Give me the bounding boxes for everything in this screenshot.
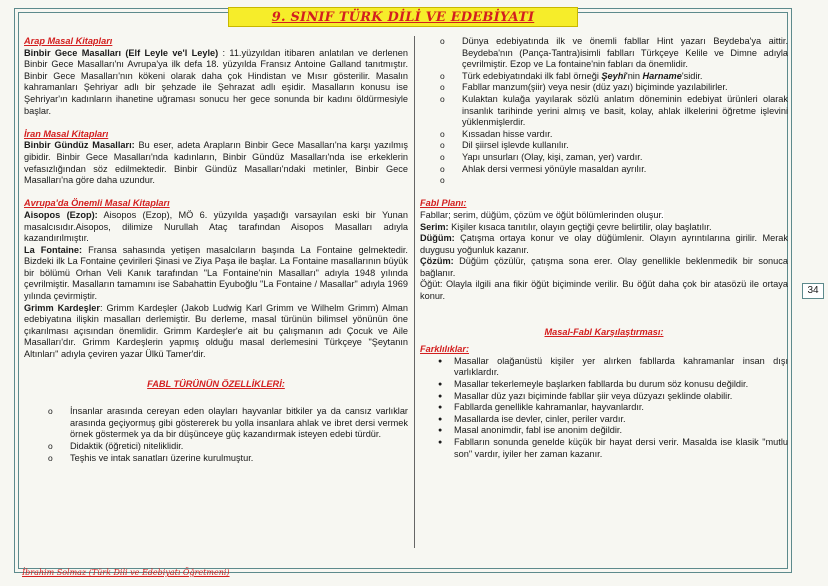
- list-item: o Didaktik (öğretici) niteliklidir.: [44, 441, 408, 453]
- page-title-bar: [228, 7, 578, 27]
- grimm-term: Grimm Kardeşler: [24, 302, 100, 313]
- arap-heading: Arap Masal Kitapları: [24, 36, 113, 46]
- fabl-features-list: [24, 406, 408, 464]
- turk-item-poet: Şeyhî: [601, 70, 626, 81]
- fontaine-text: Fransa sahasında yetişen masalcıların başında La Fontaine gelmektedir. Bizdeki ilk La Fontaine çevirileri Şinasi ve Ziya Paşa ile başlar. La Fontaine masallarının büyük bir bölümü Orhan Veli Kanık tarafından "La Fontaine'nin Masalları" adıyla 1948 yılında çevrilmiştir. Masalların tamamını ise Sabahattin Eyuboğlu "La Fontaine / Masallar" adıyla 1969 yılında çevirmiştir.: [24, 244, 408, 302]
- list-item: o Fabllar manzum(şiir) veya nesir (düz yazı) biçiminde yazılabilirler.: [436, 82, 788, 94]
- list-item: o Kıssadan hisse vardır.: [436, 129, 788, 141]
- iran-text: Bu eser, adeta Arapların Binbir Gece Masalları'na karşı yazılmış gibidir. Binbir Gece Masalları'nda kadınların, Binbir Gündüz Masalları'nda ise erkeklerin vefasızlığından söz edilmektedir. Binbir Gündüz Masalları'ndaki metinler, Binbir Gece Masalları'na göre daha uzundur.: [24, 140, 409, 186]
- list-item: o Dil şiirsel işlevde kullanılır.: [436, 140, 788, 152]
- dugum-paragraph: [420, 233, 788, 256]
- list-item: o Dünya edebiyatında ilk ve önemli fabllar Hint yazarı Beydeba'ya aittir. Beydeba'nın (Pança-Tantra)isimli fablları Türkçeye Kelile ve Dimne adıyla çevrilmiştir. Ezop ve La fontaine'nin fabları da önemlidir.: [436, 36, 788, 71]
- list-item: o Yapı unsurları (Olay, kişi, zaman, yer) vardır.: [436, 152, 788, 164]
- fontaine-term: La Fontaine:: [24, 244, 83, 255]
- aisopos-text: Aisopos (Ezop), MÖ 6. yüzyılda yaşadığı varsayılan eski bir Yunan masalcısıdır.Aisopos, dilimize Nurullah Ataç tarafından Aisopos Masalları adıyla kazandırılmıştır.: [24, 209, 409, 244]
- list-item: o İnsanlar arasında cereyan eden olayları hayvanlar bitkiler ya da cansız varlıklar arasında geçiyormuş gibi göstererek bu yolla insanlara ahlak ve ibret dersi vermek örnek göstermek ya da bir düşünceye güç kazandırmak isteyen edebi türdür.: [44, 406, 408, 441]
- turk-item-mid: 'nin: [625, 70, 643, 81]
- comparison-list: [420, 356, 788, 460]
- arap-paragraph: [24, 48, 408, 118]
- fontaine-paragraph: [24, 245, 408, 303]
- list-item: ● Fabllarda genellikle kahramanlar, hayvanlardır.: [420, 402, 788, 414]
- serim-text: Kişiler kısaca tanıtılır, olayın geçtiği çevre belirtilir, olay başlatılır.: [448, 221, 712, 232]
- arap-term: Binbir Gece Masalları (Elf Leyle ve'l Leyle): [24, 47, 219, 58]
- comparison-subheading: Farklılıklar:: [420, 344, 470, 355]
- fabl-plan-intro: [420, 210, 788, 222]
- list-item-empty: [436, 175, 788, 187]
- iran-heading: İran Masal Kitapları: [24, 128, 109, 139]
- iran-term: Binbir Gündüz Masalları:: [24, 140, 135, 151]
- cozum-term: Çözüm:: [420, 256, 454, 267]
- list-item: o Kulaktan kulağa yayılarak sözlü anlatım döneminin edebiyat ürünleri olarak insanlık tarihinde yerini almış ve basit, kolay, ahlak ilkelerini öğretme işlevini yüklenmişlerdir.: [436, 94, 788, 129]
- list-item: ● Masallar tekerlemeyle başlarken fabllarda bu durum söz konusu değildir.: [420, 379, 788, 391]
- column-divider: [414, 36, 415, 548]
- turk-item-work: Harname: [642, 70, 682, 81]
- iran-paragraph: [24, 140, 408, 186]
- grimm-text: : Grimm Kardeşler (Jakob Ludwig Karl Grimm ve Wilhelm Grimm) Alman edebiyatına ilişkin masalları derlemiştir. Bu derleme, masal türünün bilimsel yönünün öne çıkarılması açısından önemlidir. Grimm Kardeşler'e ait bu çalışmanın adı Çocuk ve Aile Masalları'dır. Grimm Kardeşlerin yapmış olduğu masal derlemesini Türkçeye "Şeytanın Altınları" adıyla çeviren yazar Ülkü Tamer'dir.: [24, 302, 408, 360]
- cozum-paragraph: [420, 256, 788, 279]
- left-column: [24, 36, 408, 464]
- ogut-paragraph: Öğüt: Olayla ilgili ana fikir öğüt biçiminde verilir. Bu öğüt daha çok bir atasözü ile ortaya konur.: [420, 279, 788, 302]
- list-item: ● Masallar düz yazı biçiminde fabllar şiir veya düzyazı şeklinde olabilir.: [420, 391, 788, 403]
- page-number: 34: [802, 283, 824, 299]
- turk-item-post: 'sidir.: [681, 70, 703, 81]
- right-column: [420, 36, 788, 460]
- serim-paragraph: [420, 222, 788, 234]
- aisopos-paragraph: [24, 210, 408, 245]
- aisopos-term: Aisopos (Ezop):: [24, 209, 98, 220]
- fabl-plan-heading: Fabl Planı:: [420, 198, 467, 209]
- list-item: ● Masallar olağanüstü kişiler yer alırken fabllarda kahramanlar insan dışı varlıklardır.: [420, 356, 788, 379]
- page-title: 9. SINIF TÜRK DİLİ VE EDEBİYATI: [271, 10, 535, 25]
- footer-author: İbrahim Solmaz (Türk Dili ve Edebiyatı Öğretmeni): [22, 568, 230, 577]
- dugum-text: Çatışma ortaya konur ve olay düğümlenir. Olayın ayrıntılarına girilir. Merak duygusu yoğunluk kazanır.: [420, 233, 788, 255]
- serim-term: Serim:: [420, 221, 449, 232]
- list-item: o Teşhis ve intak sanatları üzerine kurulmuştur.: [44, 453, 408, 465]
- list-item: o Ahlak dersi vermesi yönüyle masaldan ayrılır.: [436, 164, 788, 176]
- avrupa-heading: Avrupa'da Önemli Masal Kitapları: [24, 198, 170, 209]
- comparison-heading: Masal-Fabl Karşılaştırması:: [544, 326, 664, 337]
- turk-item-pre: Türk edebiyatındaki ilk fabl örneği: [462, 70, 602, 81]
- list-item: ● Fablların sonunda genelde küçük bir hayat dersi verir. Masalda ise klasik "mutlu son" vardır, iyiler her zaman kazanır.: [420, 437, 788, 460]
- fabl-heading: FABL TÜRÜNÜN ÖZELLİKLERİ:: [147, 378, 285, 389]
- grimm-paragraph: [24, 303, 408, 361]
- list-item-turk: [436, 71, 788, 83]
- dugum-term: Düğüm:: [420, 233, 455, 244]
- list-item: ● Masal anonimdir, fabl ise anonim değildir.: [420, 425, 788, 437]
- cozum-text: Düğüm çözülür, çatışma sona erer. Olay genellikle beklenmedik bir sonuca bağlanır.: [420, 256, 788, 278]
- fabl-features-continued-list: [420, 36, 788, 187]
- arap-text: : 11.yüzyıldan itibaren anlatılan ve derlenen Binbir Gece Masalları'nı Avrupa'ya ilk defa 18. yüzyılda Fransız Antoine Galland tanıtmıştır. Binbir Gece Masalları'nın kökeni olarak daha çok Hindistan ve Mısır gösterilir. Masalın kahramanları Şehriyar adlı bir şehzade ile Şehrazat adlı eşidir. Masalların konusu ise Şehriyar'ın kadınların ihanetine uğraması sonucu her gece sonunda bir kadını öldürmesiyle başlar.: [24, 47, 408, 116]
- list-item: ● Masallarda ise devler, cinler, periler vardır.: [420, 414, 788, 426]
- fabl-plan-intro-text: Fabllar; serim, düğüm, çözüm ve öğüt bölümlerinden oluşur.: [420, 209, 664, 220]
